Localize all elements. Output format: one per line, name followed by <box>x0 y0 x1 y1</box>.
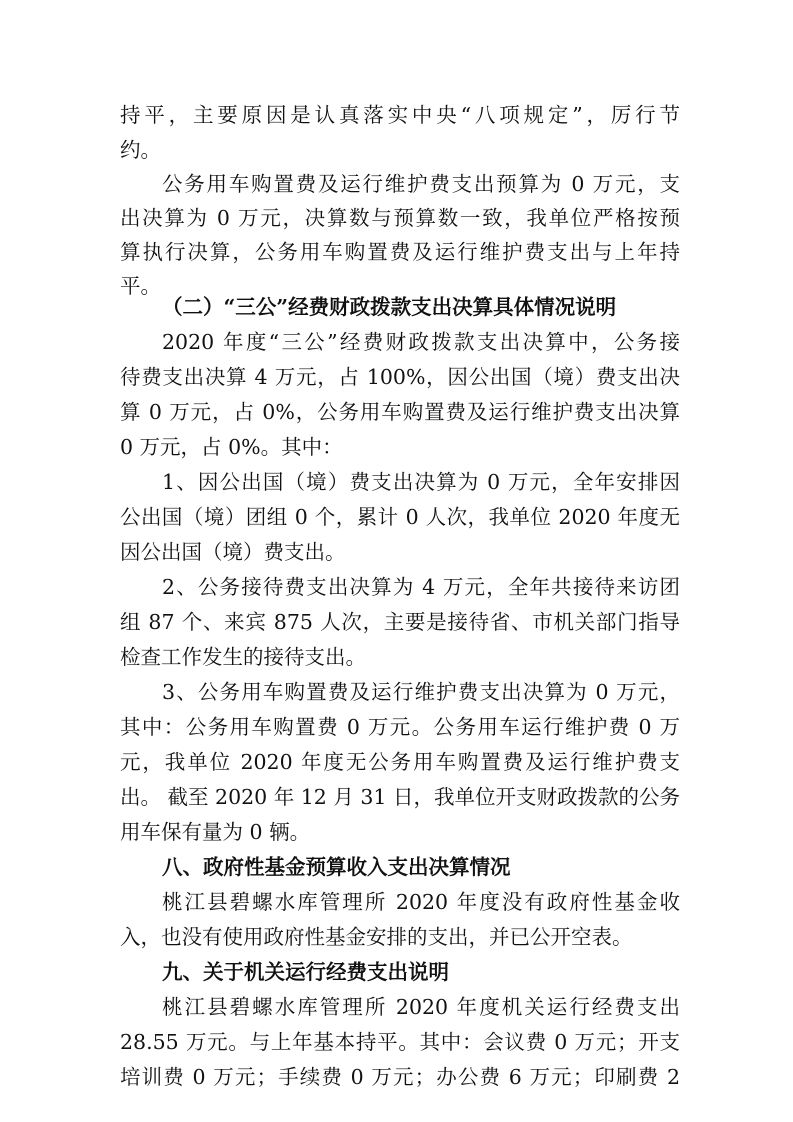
paragraph-line: 3、公务用车购置费及运行维护费支出决算为 0 万元， <box>162 680 680 704</box>
section-heading: 八、政府性基金预算收入支出决算情况 <box>162 855 511 879</box>
paragraph-line: 算执行决算，公务用车购置费及运行维护费支出与上年持 <box>120 240 680 264</box>
paragraph-line: 28.55 万元。与上年基本持平。其中：会议费 0 万元；开支 <box>120 1030 680 1054</box>
section-heading: （二）“三公”经费财政拨款支出决算具体情况说明 <box>162 295 617 319</box>
paragraph-line: 2020 年度“三公”经费财政拨款支出决算中，公务接 <box>162 330 680 354</box>
paragraph-line: 1、因公出国（境）费支出决算为 0 万元，全年安排因 <box>162 470 680 494</box>
paragraph-line: 2、公务接待费支出决算为 4 万元，全年共接待来访团 <box>162 575 680 599</box>
paragraph-line: 元，我单位 2020 年度无公务用车购置费及运行维护费支 <box>120 750 680 774</box>
paragraph-line: 公务用车购置费及运行维护费支出预算为 0 万元，支 <box>162 172 680 196</box>
paragraph-line: 出决算为 0 万元，决算数与预算数一致，我单位严格按预 <box>120 206 680 230</box>
paragraph-line: 检查工作发生的接待支出。 <box>120 645 366 669</box>
paragraph-line: 桃江县碧螺水库管理所 2020 年度没有政府性基金收 <box>162 890 680 914</box>
paragraph-line: 约。 <box>120 138 161 162</box>
paragraph-line: 因公出国（境）费支出。 <box>120 540 346 564</box>
paragraph-line: 待费支出决算 4 万元，占 100%，因公出国（境）费支出决 <box>120 365 680 389</box>
paragraph-line: 入，也没有使用政府性基金安排的支出，并已公开空表。 <box>120 925 633 949</box>
paragraph-line: 培训费 0 万元；手续费 0 万元；办公费 6 万元；印刷费 2 <box>120 1065 680 1089</box>
paragraph-line: 出。 截至 2020 年 12 月 31 日，我单位开支财政拨款的公务 <box>120 785 680 809</box>
paragraph-line: 持平，主要原因是认真落实中央“八项规定”，厉行节 <box>120 103 680 127</box>
paragraph-line: 算 0 万元，占 0%，公务用车购置费及运行维护费支出决算 <box>120 400 680 424</box>
paragraph-line: 用车保有量为 0 辆。 <box>120 820 311 844</box>
paragraph-line: 公出国（境）团组 0 个，累计 0 人次，我单位 2020 年度无 <box>120 505 680 529</box>
section-heading: 九、关于机关运行经费支出说明 <box>162 960 449 984</box>
paragraph-line: 平。 <box>120 274 161 298</box>
paragraph-line: 其中：公务用车购置费 0 万元。公务用车运行维护费 0 万 <box>120 715 680 739</box>
paragraph-line: 组 87 个、来宾 875 人次，主要是接待省、市机关部门指导 <box>120 610 680 634</box>
paragraph-line: 桃江县碧螺水库管理所 2020 年度机关运行经费支出 <box>162 995 680 1019</box>
paragraph-line: 0 万元，占 0%。其中： <box>120 435 343 459</box>
